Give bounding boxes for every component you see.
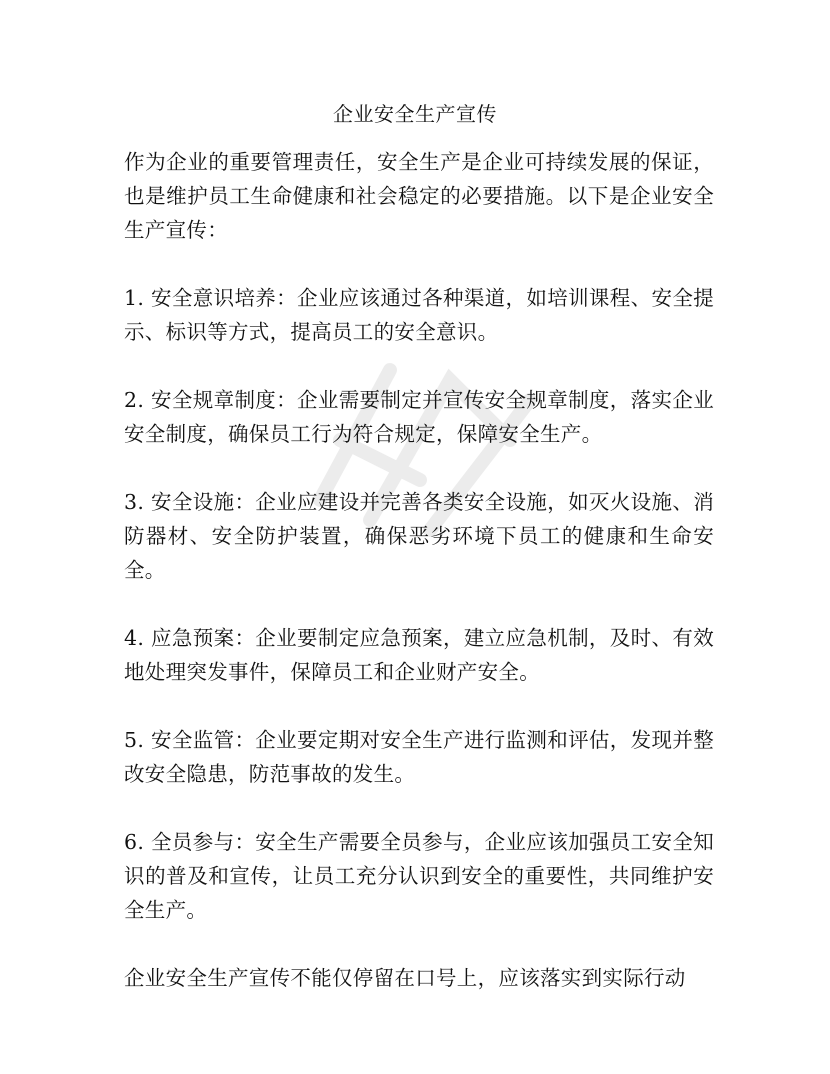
- list-item-emergency-plan: 4. 应急预案：企业要制定应急预案，建立应急机制，及时、有效地处理突发事件，保障员工和企业财产安全。: [124, 626, 714, 684]
- list-item-full-participation: 6. 全员参与：安全生产需要全员参与，企业应该加强员工安全知识的普及和宣传，让员工充分认识到安全的重要性，共同维护安全生产。: [124, 830, 714, 922]
- document-body: [124, 145, 714, 1029]
- document-title: 企业安全生产宣传: [333, 102, 497, 126]
- list-item-safety-regulations: 2. 安全规章制度：企业需要制定并宣传安全规章制度，落实企业安全制度，确保员工行为符合规定，保障安全生产。: [124, 388, 714, 446]
- list-item-safety-facilities: 3. 安全设施：企业应建设并完善各类安全设施，如灭火设施、消防器材、安全防护装置，确保恶劣环境下员工的健康和生命安全。: [124, 490, 714, 582]
- list-item-safety-supervision: 5. 安全监管：企业要定期对安全生产进行监测和评估，发现并整改安全隐患，防范事故的发生。: [124, 728, 714, 786]
- closing-paragraph: 企业安全生产宣传不能仅停留在口号上，应该落实到实际行动: [124, 966, 686, 990]
- list-item-safety-awareness: 1. 安全意识培养：企业应该通过各种渠道，如培训课程、安全提示、标识等方式，提高员工的安全意识。: [124, 286, 714, 344]
- intro-paragraph: 作为企业的重要管理责任，安全生产是企业可持续发展的保证，也是维护员工生命健康和社会稳定的必要措施。以下是企业安全生产宣传：: [124, 150, 714, 242]
